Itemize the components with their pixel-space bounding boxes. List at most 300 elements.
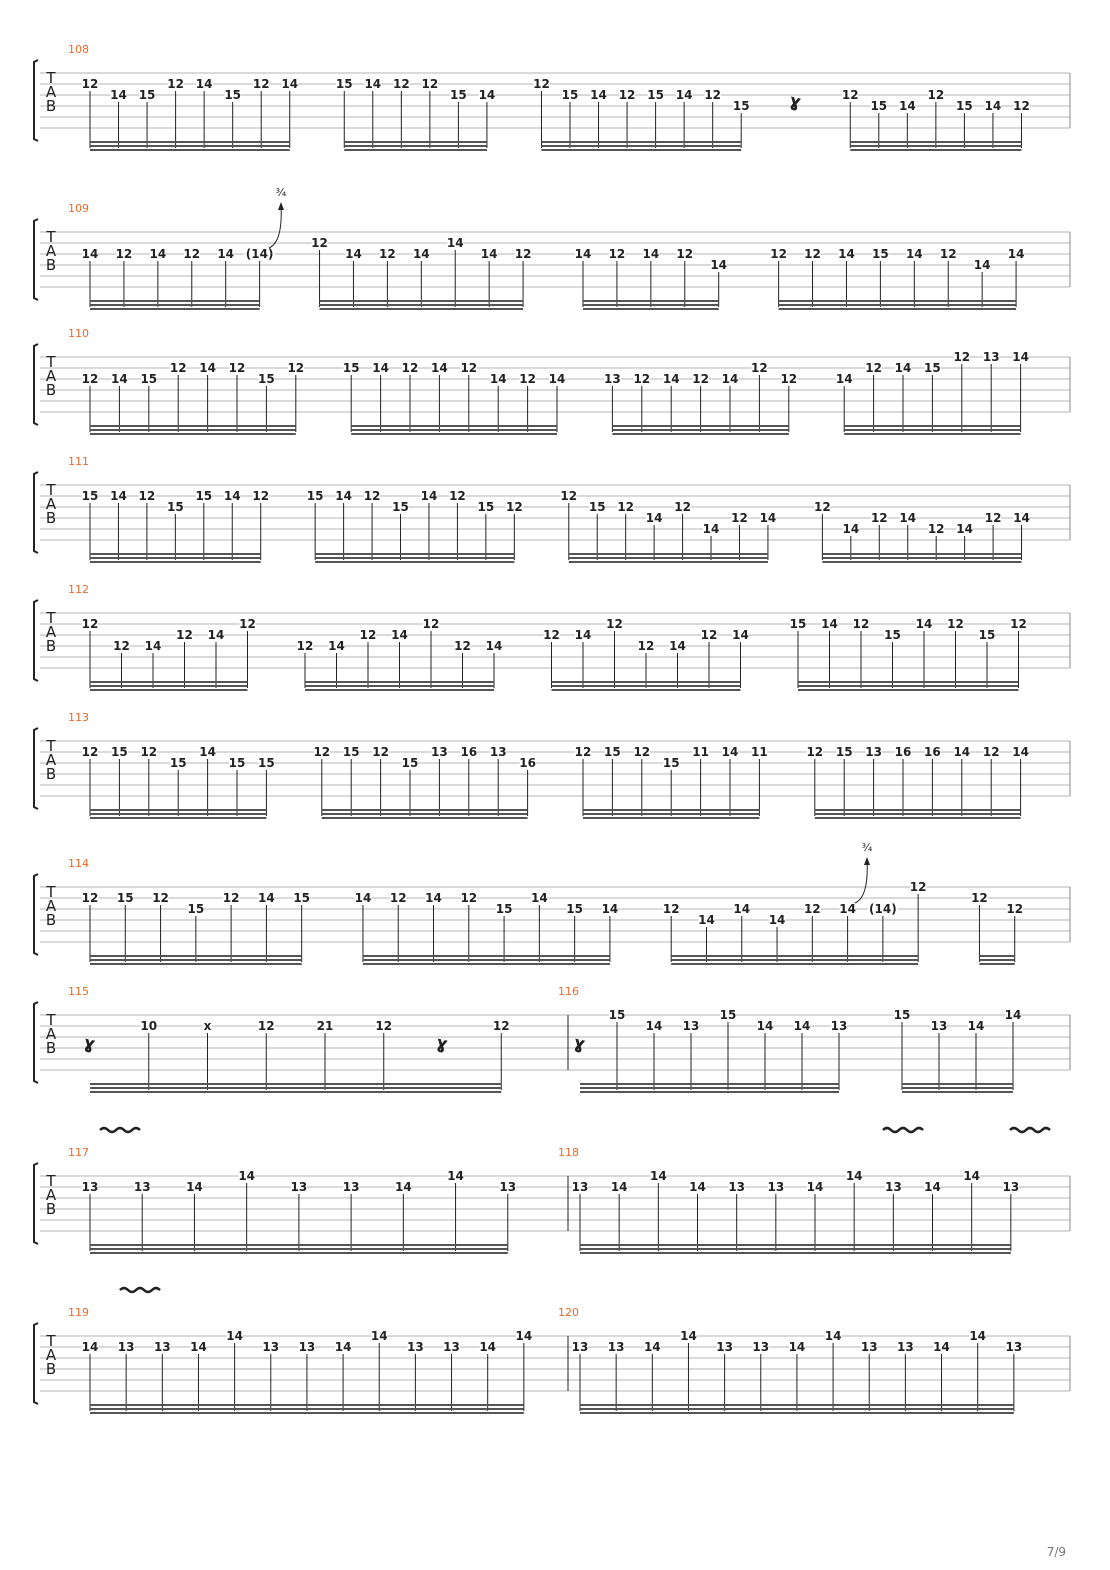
fret-number: 15	[450, 88, 467, 102]
system-bracket	[34, 344, 38, 425]
fret-number: 12	[372, 745, 389, 759]
fret-number: 14	[824, 1329, 842, 1343]
fret-number: 14	[480, 247, 498, 261]
rest-symbol: ɣ	[81, 1033, 97, 1055]
fret-number: 12	[618, 88, 636, 102]
fret-number: 13	[752, 1340, 770, 1354]
fret-number: 14	[645, 1019, 663, 1033]
fret-number: 12	[617, 500, 635, 514]
fret-number: 14	[1004, 1008, 1022, 1022]
fret-number: 13	[607, 1340, 625, 1354]
fret-number: 15	[477, 500, 495, 514]
fret-number: 16	[924, 745, 941, 759]
fret-number: 14	[111, 372, 128, 386]
system-bracket	[34, 1002, 38, 1083]
fret-number: 14	[334, 1340, 352, 1354]
rest-symbol: ɣ	[434, 1033, 450, 1055]
fret-number: 13	[884, 1180, 902, 1194]
fret-number: 12	[81, 372, 99, 386]
fret-number: 12	[692, 372, 709, 386]
fret-number: 12	[389, 891, 407, 905]
tab-clef-letter: B	[45, 637, 57, 655]
tab-clef-letter: A	[45, 897, 57, 915]
fret-number: 12	[257, 1019, 275, 1033]
fret-number: 14	[898, 99, 916, 113]
measure-number: 110	[68, 327, 89, 340]
tab-clef-letter: A	[45, 83, 57, 101]
fret-number: 15	[566, 902, 583, 916]
system-bracket	[34, 472, 38, 553]
fret-number: 14	[489, 372, 507, 386]
fret-number: 15	[647, 88, 664, 102]
measure-number: 109	[68, 202, 89, 215]
system-bracket	[34, 60, 38, 141]
tab-clef-letter: A	[45, 751, 57, 769]
fret-number: 14	[110, 88, 127, 102]
fret-number: 13	[407, 1340, 424, 1354]
fret-number: 14	[447, 1169, 464, 1183]
fret-number: 14	[756, 1019, 774, 1033]
system-bracket	[34, 728, 38, 809]
fret-number: 14	[933, 1340, 950, 1354]
fret-number: 13	[830, 1019, 848, 1033]
measure-number: 118	[558, 1146, 579, 1159]
fret-number: 14	[839, 902, 856, 916]
tab-clef-letter: A	[45, 242, 57, 260]
fret-number: 14	[721, 372, 739, 386]
fret-number: 14	[199, 361, 216, 375]
fret-number: 15	[138, 88, 156, 102]
fret-number: 14	[1007, 247, 1025, 261]
fret-number: 12	[375, 1019, 393, 1033]
fret-number: 15	[140, 372, 158, 386]
measure-number: 116	[558, 985, 579, 998]
tab-clef-letter: T	[46, 883, 56, 901]
fret-number: 12	[676, 247, 694, 261]
fret-number: 15	[342, 361, 360, 375]
vibrato-mark	[1010, 1128, 1050, 1132]
fret-number: 13	[716, 1340, 733, 1354]
fret-number: 12	[313, 745, 331, 759]
fret-number: 14	[1012, 745, 1029, 759]
fret-number: 12	[704, 88, 722, 102]
tab-clef-letter: B	[45, 765, 57, 783]
fret-number: 14	[144, 639, 162, 653]
fret-number: 12	[421, 77, 439, 91]
fret-number: 14	[973, 258, 991, 272]
fret-number: 10	[140, 1019, 158, 1033]
fret-number: 15	[306, 489, 324, 503]
fret-number: 15	[870, 99, 888, 113]
fret-number: 14	[515, 1329, 533, 1343]
bend-arrowhead	[864, 857, 870, 865]
fret-number: 12	[1013, 99, 1030, 113]
measure-number: 117	[68, 1146, 89, 1159]
fret-number: 15	[293, 891, 311, 905]
fret-number: 14	[238, 1169, 256, 1183]
fret-number: 21	[316, 1019, 334, 1033]
fret-number: 12	[505, 500, 523, 514]
fret-number: 12	[806, 745, 824, 759]
bend-arrow	[855, 859, 867, 903]
fret-number: 14	[281, 77, 299, 91]
fret-number: 12	[560, 489, 578, 503]
fret-number: 12	[700, 628, 718, 642]
fret-number: 14	[207, 628, 225, 642]
fret-number: 12	[514, 247, 532, 261]
fret-number: 14	[1013, 511, 1030, 525]
vibrato-mark	[120, 1288, 160, 1292]
fret-number: 14	[485, 639, 503, 653]
fret-number: (14)	[245, 247, 274, 261]
fret-number: 15	[342, 745, 360, 759]
fret-number: 12	[379, 247, 396, 261]
fret-number: 12	[287, 361, 305, 375]
fret-number: 15	[169, 756, 187, 770]
fret-number: 13	[443, 1340, 460, 1354]
tab-clef-letter: T	[46, 1172, 56, 1190]
fret-number: 13	[117, 1340, 135, 1354]
fret-number: 13	[728, 1180, 746, 1194]
fret-number: 15	[662, 756, 680, 770]
fret-number: 13	[133, 1180, 151, 1194]
fret-number: 12	[222, 891, 240, 905]
fret-number: 15	[893, 1008, 911, 1022]
tab-clef-letter: A	[45, 1186, 57, 1204]
fret-number: 15	[924, 361, 941, 375]
fret-number: 14	[645, 511, 663, 525]
fret-number: 12	[608, 247, 626, 261]
fret-number: 15	[978, 628, 996, 642]
fret-number: 13	[153, 1340, 171, 1354]
fret-number: 14	[370, 1329, 388, 1343]
fret-number: 14	[226, 1329, 243, 1343]
fret-number: 14	[821, 617, 838, 631]
vibrato-mark	[100, 1128, 140, 1132]
fret-number: 12	[770, 247, 787, 261]
fret-number: 12	[152, 891, 169, 905]
fret-number: 12	[637, 639, 655, 653]
fret-number: 12	[392, 77, 410, 91]
measure-number: 120	[558, 1306, 579, 1319]
fret-number: 14	[838, 247, 855, 261]
fret-number: 12	[138, 489, 156, 503]
measure-number: 115	[68, 985, 89, 998]
fret-number: 14	[548, 372, 566, 386]
fret-number: 14	[924, 1180, 941, 1194]
fret-number: 12	[674, 500, 691, 514]
fret-number: 12	[574, 745, 592, 759]
fret-number: 12	[1010, 617, 1027, 631]
fret-number: 14	[199, 745, 216, 759]
fret-number: 14	[732, 628, 749, 642]
fret-number: (14)	[869, 902, 897, 916]
fret-number: 12	[81, 891, 99, 905]
fret-number: 14	[845, 1169, 863, 1183]
fret-number: 12	[947, 617, 964, 631]
tab-clef-letter: B	[45, 911, 57, 929]
page-number: 7/9	[1046, 1545, 1066, 1559]
fret-number: 13	[571, 1180, 589, 1194]
fret-number: 14	[354, 891, 372, 905]
tab-clef-letter: A	[45, 495, 57, 513]
fret-number: 14	[328, 639, 345, 653]
fret-number: 12	[543, 628, 560, 642]
fret-number: 15	[789, 617, 807, 631]
bend-arrow	[269, 204, 281, 248]
tab-clef-letter: B	[45, 256, 57, 274]
fret-number: 13	[342, 1180, 360, 1194]
fret-number: 15	[195, 489, 213, 503]
measure-number: 112	[68, 583, 89, 596]
fret-number: 14	[710, 258, 728, 272]
fret-number: 13	[865, 745, 882, 759]
fret-number: 12	[401, 361, 419, 375]
fret-number: 14	[649, 1169, 667, 1183]
fret-number: 14	[842, 522, 860, 536]
fret-number: 12	[633, 372, 651, 386]
fret-number: 14	[759, 511, 777, 525]
fret-number: 12	[984, 511, 1002, 525]
fret-number: 12	[662, 902, 680, 916]
fret-number: 14	[531, 891, 548, 905]
fret-number: 15	[588, 500, 606, 514]
fret-number: 13	[262, 1340, 280, 1354]
fret-number: 12	[909, 880, 927, 894]
fret-number: 14	[420, 489, 438, 503]
fret-number: 12	[169, 361, 187, 375]
fret-number: 12	[1006, 902, 1024, 916]
fret-number: 14	[478, 88, 496, 102]
fret-number: 15	[872, 247, 889, 261]
fret-number: 15	[224, 88, 242, 102]
fret-number: 14	[394, 1180, 412, 1194]
fret-number: 14	[915, 617, 933, 631]
system-bracket	[34, 1163, 38, 1244]
fret-number: 12	[814, 500, 831, 514]
measure-number: 114	[68, 857, 89, 870]
tab-clef-letter: B	[45, 1039, 57, 1057]
fret-number: 14	[110, 489, 127, 503]
fret-number: 11	[692, 745, 709, 759]
tab-clef-letter: B	[45, 97, 57, 115]
fret-number: 14	[195, 77, 213, 91]
fret-number: 14	[81, 1340, 99, 1354]
tab-clef-letter: T	[46, 737, 56, 755]
fret-number: 12	[927, 88, 945, 102]
fret-number: 14	[574, 628, 592, 642]
fret-number: 14	[680, 1329, 697, 1343]
fret-number: 12	[252, 77, 270, 91]
fret-number: 14	[345, 247, 362, 261]
fret-number: 14	[721, 745, 739, 759]
fret-number: 15	[111, 745, 128, 759]
fret-number: 12	[81, 617, 99, 631]
fret-number: 14	[984, 99, 1002, 113]
fret-number: 12	[953, 350, 971, 364]
fret-number: 14	[258, 891, 275, 905]
fret-number: 12	[296, 639, 314, 653]
fret-number: 12	[140, 745, 158, 759]
fret-number: 15	[719, 1008, 737, 1022]
fret-number: 13	[431, 745, 448, 759]
fret-number: 13	[682, 1019, 700, 1033]
fret-number: 14	[894, 361, 912, 375]
fret-number: 15	[884, 628, 901, 642]
measure-number: 111	[68, 455, 89, 468]
fret-number: 14	[81, 247, 99, 261]
fret-number: 13	[571, 1340, 589, 1354]
fret-number: 11	[751, 745, 768, 759]
fret-number: 12	[113, 639, 130, 653]
fret-number: 14	[601, 902, 619, 916]
tab-clef-letter: B	[45, 381, 57, 399]
fret-number: 14	[186, 1180, 203, 1194]
system-bracket	[34, 874, 38, 955]
fret-number: 14	[768, 913, 786, 927]
fret-number: 13	[499, 1180, 517, 1194]
fret-number: x	[203, 1019, 212, 1033]
fret-number: 15	[495, 902, 513, 916]
rest-symbol: ɣ	[787, 91, 803, 113]
fret-number: 12	[115, 247, 133, 261]
fret-number: 12	[252, 489, 270, 503]
fret-number: 15	[835, 745, 853, 759]
fret-number: 16	[460, 745, 478, 759]
fret-number: 14	[969, 1329, 987, 1343]
fret-number: 13	[897, 1340, 914, 1354]
fret-number: 14	[223, 489, 241, 503]
fret-number: 15	[732, 99, 750, 113]
fret-number: 14	[702, 522, 720, 536]
fret-number: 14	[425, 891, 442, 905]
tab-clef-letter: T	[46, 609, 56, 627]
fret-number: 13	[1005, 1340, 1023, 1354]
fret-number: 12	[492, 1019, 510, 1033]
fret-number: 14	[733, 902, 751, 916]
fret-number: 12	[804, 247, 821, 261]
fret-number: 14	[956, 522, 973, 536]
fret-number: 15	[956, 99, 973, 113]
fret-number: 12	[982, 745, 1000, 759]
fret-number: 12	[751, 361, 768, 375]
fret-number: 14	[479, 1340, 497, 1354]
fret-number: 12	[81, 745, 99, 759]
fret-number: 14	[412, 247, 430, 261]
vibrato-mark	[883, 1128, 923, 1132]
fret-number: 14	[149, 247, 167, 261]
fret-number: 12	[731, 511, 748, 525]
fret-number: 14	[1012, 350, 1029, 364]
measure-number: 119	[68, 1306, 89, 1319]
fret-number: 12	[606, 617, 623, 631]
system-bracket	[34, 600, 38, 681]
fret-number: 14	[446, 236, 464, 250]
fret-number: 14	[788, 1340, 806, 1354]
fret-number: 15	[228, 756, 246, 770]
fret-number: 15	[392, 500, 409, 514]
fret-number: 14	[793, 1019, 811, 1033]
fret-number: 12	[939, 247, 957, 261]
measure-number: 108	[68, 43, 89, 56]
fret-number: 14	[669, 639, 686, 653]
fret-number: 12	[311, 236, 328, 250]
fret-number: 12	[927, 522, 945, 536]
fret-number: 12	[533, 77, 550, 91]
fret-number: 12	[454, 639, 471, 653]
tab-clef-letter: A	[45, 623, 57, 641]
fret-number: 14	[835, 372, 853, 386]
rest-symbol: ɣ	[571, 1033, 587, 1055]
fret-number: 12	[852, 617, 870, 631]
fret-number: 14	[217, 247, 235, 261]
fret-number: 12	[176, 628, 193, 642]
fret-number: 12	[359, 628, 377, 642]
fret-number: 13	[930, 1019, 948, 1033]
fret-number: 12	[971, 891, 988, 905]
fret-number: 13	[81, 1180, 99, 1194]
fret-number: 12	[449, 489, 466, 503]
fret-number: 15	[401, 756, 419, 770]
fret-number: 14	[590, 88, 607, 102]
system-bracket	[34, 219, 38, 300]
fret-number: 15	[258, 756, 275, 770]
tab-clef-letter: B	[45, 1200, 57, 1218]
fret-number: 14	[698, 913, 715, 927]
fret-number: 15	[335, 77, 353, 91]
fret-number: 15	[604, 745, 621, 759]
tab-clef-letter: T	[46, 228, 56, 246]
tab-clef-letter: T	[46, 1332, 56, 1350]
bend-amount-label: ¾	[861, 841, 873, 854]
fret-number: 12	[841, 88, 859, 102]
fret-number: 15	[167, 500, 184, 514]
fret-number: 15	[561, 88, 579, 102]
fret-number: 12	[870, 511, 888, 525]
fret-number: 14	[675, 88, 693, 102]
fret-number: 14	[574, 247, 592, 261]
tab-clef-letter: T	[46, 481, 56, 499]
fret-number: 12	[865, 361, 882, 375]
bend-arrowhead	[278, 202, 284, 210]
fret-number: 14	[662, 372, 680, 386]
tab-clef-letter: T	[46, 69, 56, 87]
fret-number: 15	[258, 372, 275, 386]
fret-number: 14	[364, 77, 382, 91]
fret-number: 12	[780, 372, 798, 386]
tab-clef-letter: A	[45, 367, 57, 385]
tab-clef-letter: A	[45, 1346, 57, 1364]
fret-number: 14	[190, 1340, 207, 1354]
fret-number: 12	[239, 617, 256, 631]
fret-number: 12	[167, 77, 184, 91]
fret-number: 14	[431, 361, 448, 375]
fret-number: 13	[982, 350, 1000, 364]
fret-number: 12	[803, 902, 821, 916]
fret-number: 13	[1002, 1180, 1020, 1194]
bend-amount-label: ¾	[275, 186, 287, 199]
fret-number: 12	[422, 617, 440, 631]
fret-number: 15	[81, 489, 99, 503]
fret-number: 14	[372, 361, 389, 375]
fret-number: 15	[608, 1008, 626, 1022]
fret-number: 13	[290, 1180, 308, 1194]
system-bracket	[34, 1323, 38, 1404]
fret-number: 14	[643, 1340, 661, 1354]
fret-number: 14	[610, 1180, 628, 1194]
fret-number: 12	[633, 745, 651, 759]
tab-clef-letter: T	[46, 1011, 56, 1029]
